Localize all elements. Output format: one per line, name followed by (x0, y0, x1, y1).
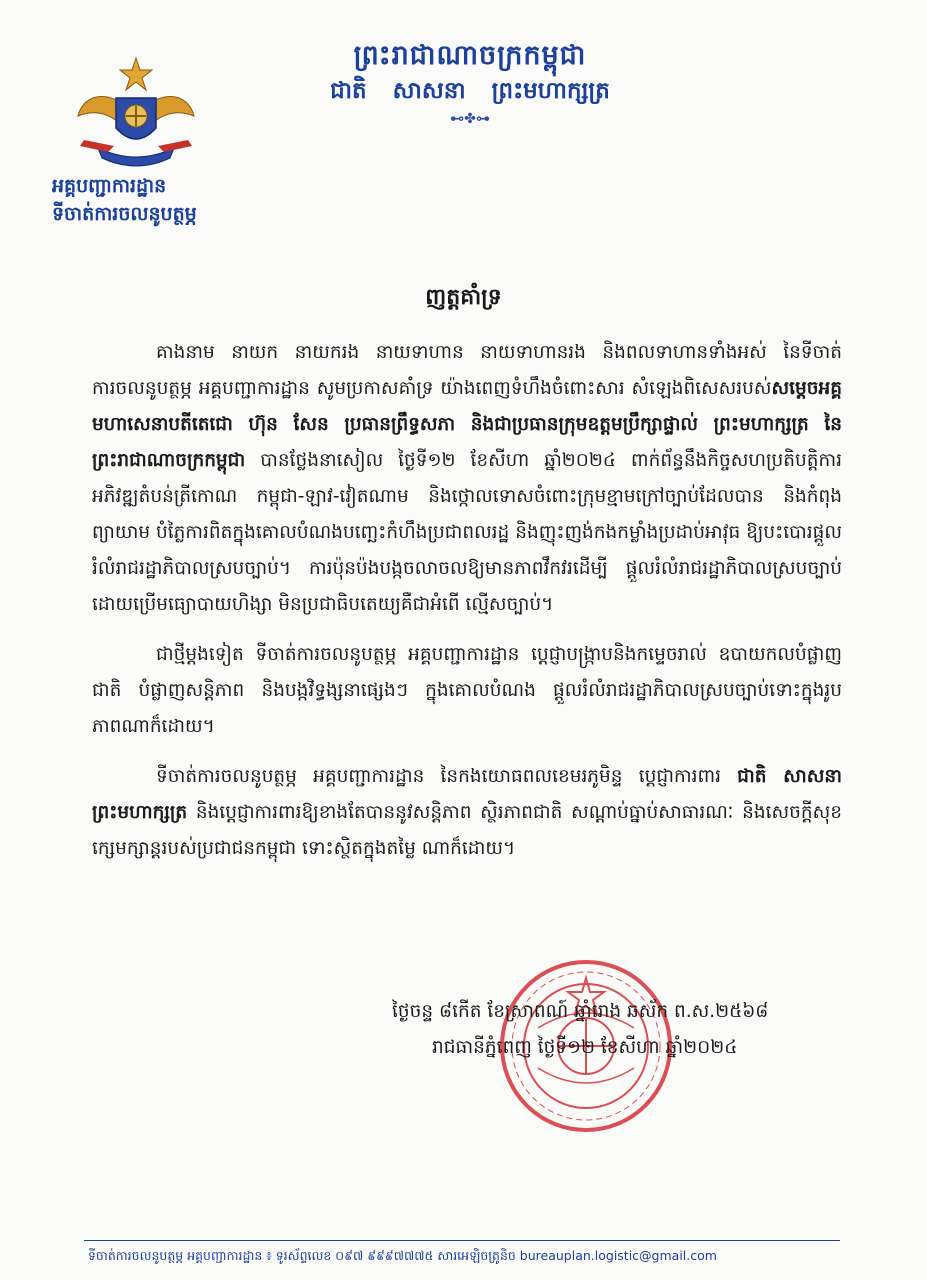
org-line-2: ទីចាត់ការចលនូបត្ថម្ភ (52, 203, 197, 225)
kingdom-motto: ជាតិ សាសនា ព្រះមហាក្សត្រ (330, 78, 610, 104)
paragraph-3-text-b: និងប្ដេជ្ញាការពារឱ្យខាងតែបាននូវសន្តិភាព ស្ថិរភាពជាតិ សណ្ដាប់ធ្នាប់សាធារណៈ និងសេចក្ដីសុខក្សេមក្សាន្តរបស់ប្រជាជនកម្ពុជា ទោះស្ថិតក្នុងតម្លៃ ណាក៏ដោយ។ (92, 802, 842, 859)
kingdom-title: ព្រះរាជាណាចក្រកម្ពុជា (353, 40, 587, 71)
document-body (92, 335, 842, 881)
military-emblem-icon (74, 54, 198, 172)
issuing-organization (52, 172, 272, 228)
header-ornament: ⊷✤⊶ (450, 111, 490, 127)
document-title: ញត្តគាំទ្រ (425, 285, 502, 310)
paragraph-1-bold: សម្ដេចអគ្គមហាសេនាបតីតេជោ ហ៊ុន សែន ប្រធានព្រឹទ្ធសភា និងជាប្រធានក្រុមឧត្តមប្រឹក្សាផ្ទាល់ ព្រះមហាក្សត្រ នៃព្រះរាជាណាចក្រកម្ពុជា (92, 378, 842, 471)
paragraph-1-text-a: គាងនាម នាយក នាយករង នាយទាហាន នាយទាហានរង និងពលទាហានទាំងអស់ នៃទីចាត់ការចលនូបត្ថម្ភ អគ្គបញ្ជាការដ្ឋាន សូមប្រកាសគាំទ្រ យ៉ាងពេញទំហឹងចំពោះសារ សំឡេងពិសេសរបស់ (92, 342, 842, 399)
paragraph-3-bold: ជាតិ សាសនា ព្រះមហាក្សត្រ (92, 766, 842, 823)
paragraph-1-text-b: បានថ្លែងនាសៀល ថ្ងៃទី១២ ខែសីហា ឆ្នាំ២០២៤ ពាក់ព័ន្ធនឹងកិច្ចសហប្រតិបត្តិការអភិវឌ្ឍតំបន់ត្រីកោណ កម្ពុជា-ឡាវ-វៀតណាម និងថ្កោលទោសចំពោះក្រុមខ្មាមក្រៅច្បាប់ដែលបាន និងកំពុងព្យាយាម បំភ្លៃការពិតក្នុងគោលបំណងបញ្ឆេះកំហឹងប្រជាពលរដ្ឋ និងញុះញង់កងកម្លាំងប្រដាប់អាវុធ ឱ្យបះបោរផ្ដួលរំលំរាជរដ្ឋាភិបាលស្របច្បាប់។ ការប៉ុនប៉ងបង្កចលាចលឱ្យមានភាពវឹកវរដើម្បី ផ្ដួលរំលំរាជរដ្ឋាភិបាលស្របច្បាប់ដោយប្រើមធ្យោបាយហិង្សា មិនប្រជាធិបតេយ្យគឺជាអំពើ ល្មើសច្បាប់។ (92, 450, 842, 615)
paragraph-1 (92, 335, 842, 623)
solar-date: រាជធានីភ្នំពេញ ថ្ងៃទី១២ ខែសីហា ឆ្នាំ២០២៤ (432, 1037, 738, 1058)
signature-date-block (392, 994, 862, 1066)
footer-divider (84, 1240, 840, 1241)
paragraph-2: ជាថ្មីម្ដងទៀត ទីចាត់ការចលនូបត្ថម្ភ អគ្គបញ្ជាការដ្ឋាន ប្ដេជ្ញាបង្ក្រាបនិងកម្ទេចរាល់ ឧបាយកលបំផ្លាញជាតិ បំផ្លាញសន្តិភាព និងបង្កវិទ្ធង្សនាផ្សេងៗ ក្នុងគោលបំណង ផ្ដួលរំលំរាជរដ្ឋាភិបាលស្របច្បាប់ទោះក្នុងរូបភាពណាក៏ដោយ។ (92, 644, 842, 737)
kingdom-header (260, 38, 680, 128)
lunar-date: ថ្ងៃចន្ទ ៨កើត ខែស្រាពណ៍ ឆ្នាំរោង ឆស័ក ព.ស.២៥៦៨ (392, 1001, 769, 1022)
paragraph-3-text-a: ទីចាត់ការចលនូបត្ថម្ភ អគ្គបញ្ជាការដ្ឋាន នៃកងយោធពលខេមរភូមិន្ទ ប្ដេជ្ញាការពារ (156, 766, 738, 787)
paragraph-3 (92, 759, 842, 867)
org-line-1: អគ្គបញ្ជាការដ្ឋាន (52, 175, 167, 197)
footer-contact: ទីចាត់ការចលនូបត្ថម្ភ អគ្គបញ្ជាការដ្ឋាន ៖ ទូរស័ព្ទលេខ ០៩៧ ៩៩៩៧៧៧៥ សារអេឡិចត្រូនិច bureauplan.logistic@gmail.com (88, 1248, 717, 1263)
